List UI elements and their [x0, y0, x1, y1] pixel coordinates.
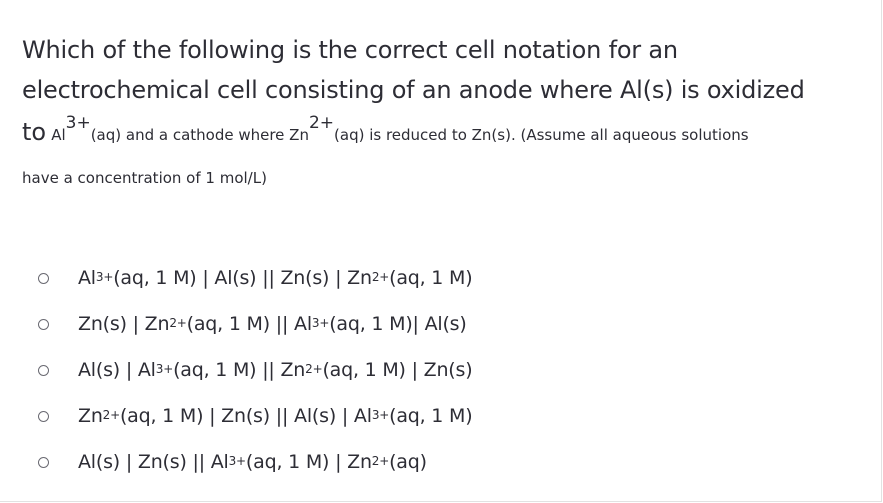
option-2-charge-2: 3+ — [311, 316, 330, 330]
option-3-charge-2: 2+ — [305, 362, 323, 376]
option-3-label — [78, 359, 472, 381]
option-1-part-2: (aq, 1 M) | Al(s) || Zn(s) | Zn — [113, 267, 372, 289]
option-2-part-1: Zn(s) | Zn — [78, 313, 170, 335]
option-1-charge-2: 2+ — [371, 270, 390, 284]
option-4-label — [78, 405, 472, 427]
option-3-part-2: (aq, 1 M) || Zn — [173, 359, 306, 381]
option-4-charge-1: 2+ — [102, 408, 120, 422]
option-2-charge-1: 2+ — [169, 316, 187, 330]
option-5-part-2: (aq, 1 M) | Zn — [245, 451, 372, 473]
option-1-part-1: Al — [78, 267, 96, 289]
question-line-4: have a concentration of 1 mol/L) — [22, 169, 267, 187]
option-2[interactable] — [38, 301, 472, 347]
option-4-charge-2: 3+ — [371, 408, 390, 422]
option-1-label — [78, 267, 472, 289]
option-3-part-1: Al(s) | Al — [78, 359, 156, 381]
question-line-2: electrochemical cell consisting of an anode where Al(s) is oxidized — [22, 76, 805, 104]
option-5-charge-1: 3+ — [228, 454, 246, 468]
radio-unselected-icon[interactable] — [38, 273, 49, 284]
question-line-3-ion1: Al — [51, 126, 66, 144]
question-text — [22, 30, 872, 190]
radio-unselected-icon[interactable] — [38, 411, 49, 422]
option-4-part-1: Zn — [78, 405, 103, 427]
question-line-3-ion1-charge: 3+ — [65, 113, 91, 133]
question-line-1: Which of the following is the correct cell notation for an — [22, 36, 678, 64]
radio-unselected-icon[interactable] — [38, 365, 49, 376]
option-3-part-3: (aq, 1 M) | Zn(s) — [322, 359, 473, 381]
option-5[interactable] — [38, 439, 472, 485]
option-2-label — [78, 313, 467, 335]
option-5-part-1: Al(s) | Zn(s) || Al — [78, 451, 229, 473]
option-4-part-2: (aq, 1 M) | Zn(s) || Al(s) | Al — [119, 405, 372, 427]
option-3-charge-1: 3+ — [155, 362, 174, 376]
option-3[interactable] — [38, 347, 472, 393]
option-5-label — [78, 451, 427, 473]
option-2-part-2: (aq, 1 M) || Al — [186, 313, 312, 335]
option-1-part-3: (aq, 1 M) — [389, 267, 473, 289]
question-line-3-seg2: (aq) is reduced to Zn(s). (Assume all aqueous solutions — [334, 126, 749, 144]
answer-options — [38, 255, 472, 485]
option-4-part-3: (aq, 1 M) — [389, 405, 473, 427]
option-1-charge-1: 3+ — [95, 270, 114, 284]
question-line-3-ion2-charge: 2+ — [308, 113, 335, 133]
option-5-charge-2: 2+ — [371, 454, 390, 468]
question-line-3 — [22, 112, 872, 152]
question-line-3-to: to — [22, 118, 47, 146]
option-5-part-3: (aq) — [389, 451, 427, 473]
question-line-3-seg1: (aq) and a cathode where Zn — [90, 126, 309, 144]
radio-unselected-icon[interactable] — [38, 457, 49, 468]
radio-unselected-icon[interactable] — [38, 319, 49, 330]
option-2-part-3: (aq, 1 M)| Al(s) — [329, 313, 467, 335]
option-1[interactable] — [38, 255, 472, 301]
option-4[interactable] — [38, 393, 472, 439]
